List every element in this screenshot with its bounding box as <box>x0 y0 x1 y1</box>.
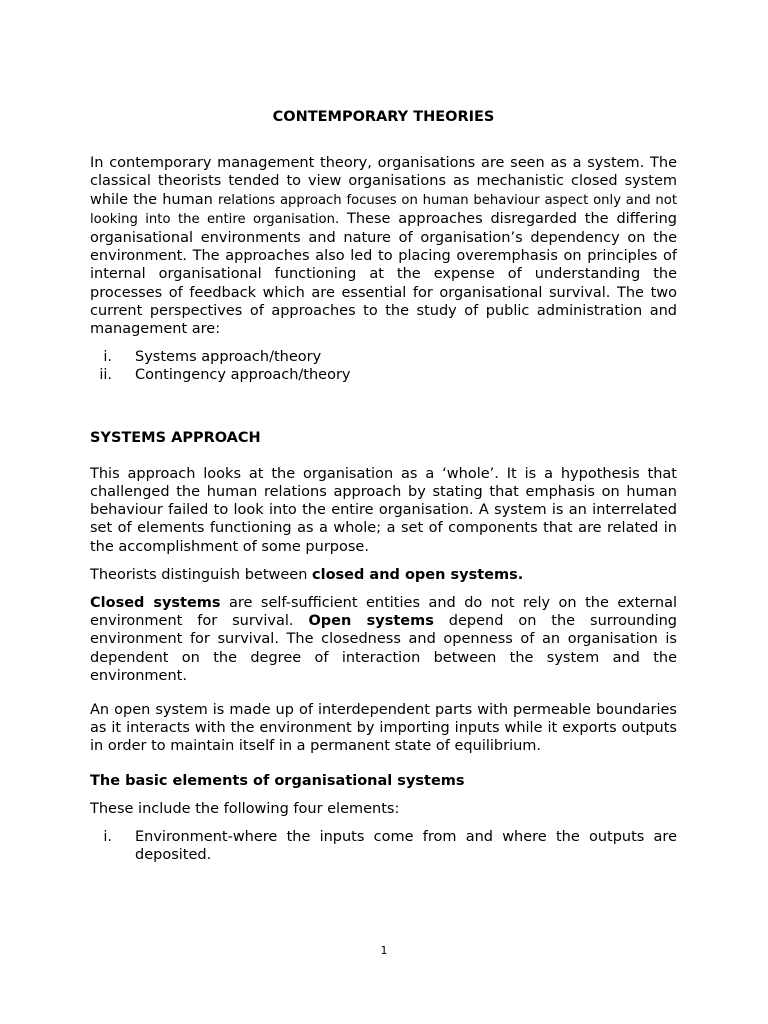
basic-elements-list <box>90 828 677 864</box>
systems-approach-heading: SYSTEMS APPROACH <box>90 429 261 446</box>
closed-open-systems-emphasis: closed and open systems. <box>312 566 524 583</box>
perspectives-list <box>90 348 677 384</box>
list-item-text: Systems approach/theory <box>135 349 322 366</box>
list-item-text: Contingency approach/theory <box>135 367 351 384</box>
closed-systems-term: Closed systems <box>90 595 221 612</box>
list-item-text: Environment-where the inputs come from and where the outputs are deposited. <box>135 829 677 864</box>
list-item-number: i. <box>103 349 112 366</box>
intro-paragraph <box>90 154 677 338</box>
list-item-number: i. <box>103 829 112 846</box>
closed-systems-text: are self-sufficient entities and do not rely on the external environment for survival. <box>90 595 677 630</box>
intro-text-part2: relations approach focuses on human behaviour aspect only and not looking into the entire organisation. <box>90 192 677 227</box>
list-item <box>90 828 677 864</box>
systems-paragraph-4: An open system is made up of interdependent parts with permeable boundaries as it interacts with the environment by importing inputs while it exports outputs in order to maintain itself in a permanent state of equilibrium. <box>90 702 677 755</box>
intro-text-part3: These approaches disregarded the differing organisational environments and nature of organisation’s dependency on the environment. The approaches also led to placing overemphasis on principles of internal organisational functioning at the expense of understanding the processes of feedback which are essential for organisational survival. The two current perspectives of approaches to the study of public administration and management are: <box>90 210 677 338</box>
page-content <box>90 108 677 865</box>
systems-paragraph-3 <box>90 594 677 685</box>
page-title: CONTEMPORARY THEORIES <box>272 109 495 125</box>
list-item <box>90 348 677 366</box>
open-systems-text: depend on the surrounding environment for survival. The closedness and openness of an organisation is dependent on the degree of interaction between the system and the environment. <box>90 613 677 684</box>
basic-elements-intro: These include the following four elements: <box>90 800 400 817</box>
open-systems-term: Open systems <box>308 613 434 630</box>
basic-elements-heading: The basic elements of organisational systems <box>90 772 465 789</box>
list-item <box>90 366 677 384</box>
systems-paragraph-2-text: Theorists distinguish between <box>90 566 313 583</box>
page-number: 1 <box>380 944 388 957</box>
systems-paragraph-1: This approach looks at the organisation as a ‘whole’. It is a hypothesis that challenged the human relations approach by stating that emphasis on human behaviour failed to look into the entire organisation. A system is an interrelated set of elements functioning as a whole; a set of components that are related in the accomplishment of some purpose. <box>90 465 677 555</box>
intro-text-part1: In contemporary management theory, organisations are seen as a system. The classical theorists tended to view organisations as mechanistic closed system while the human <box>90 155 677 208</box>
systems-paragraph-2 <box>90 566 677 584</box>
list-item-number: ii. <box>99 367 112 384</box>
